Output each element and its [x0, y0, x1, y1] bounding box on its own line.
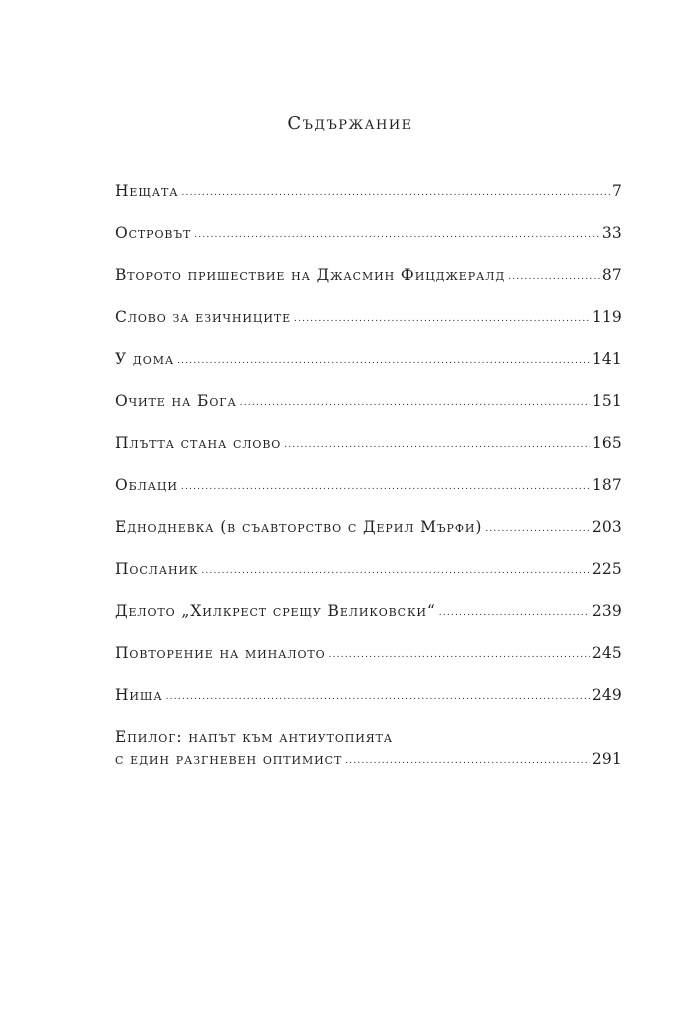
table-of-contents — [115, 182, 622, 774]
toc-entry-epilogue — [115, 728, 622, 774]
dot-leader — [166, 692, 590, 702]
toc-entry-page: 33 — [601, 224, 622, 242]
dot-leader — [329, 650, 590, 660]
toc-entry-page: 141 — [591, 350, 622, 368]
toc-entry — [115, 644, 622, 686]
toc-entry — [115, 266, 622, 308]
toc-entry — [115, 434, 622, 476]
dot-leader — [439, 608, 590, 618]
toc-entry-label-line2: с един разгневен оптимист — [115, 750, 343, 768]
toc-entry-page: 7 — [611, 182, 622, 200]
dot-leader — [345, 756, 590, 766]
dot-leader — [194, 230, 600, 240]
toc-entry-label: Облаци — [115, 476, 178, 494]
toc-entry-label: Слово за езичниците — [115, 308, 292, 326]
toc-entry-label: Очите на Бога — [115, 392, 237, 410]
toc-entry-label: Ниша — [115, 686, 163, 704]
toc-entry-page: 249 — [591, 686, 622, 704]
dot-leader — [485, 524, 590, 534]
toc-entry-page: 245 — [591, 644, 622, 662]
toc-entry-label: Второто пришествие на Джасмин Фицджералд — [115, 266, 506, 284]
toc-entry-page: 119 — [591, 308, 622, 326]
toc-entry — [115, 686, 622, 728]
page-title: Съдържание — [287, 113, 413, 134]
toc-entry-page: 87 — [601, 266, 622, 284]
toc-entry — [115, 182, 622, 224]
toc-entry-page: 239 — [591, 602, 622, 620]
dot-leader — [201, 566, 589, 576]
dot-leader — [240, 398, 590, 408]
toc-entry — [115, 224, 622, 266]
toc-entry-page: 151 — [591, 392, 622, 410]
toc-entry — [115, 308, 622, 350]
toc-entry-page: 203 — [591, 518, 622, 536]
dot-leader — [181, 482, 590, 492]
toc-entry-label: У дома — [115, 350, 175, 368]
toc-entry-page: 165 — [591, 434, 622, 452]
toc-entry — [115, 392, 622, 434]
toc-entry-page: 187 — [591, 476, 622, 494]
toc-entry-label: Повторение на миналото — [115, 644, 326, 662]
toc-entry — [115, 518, 622, 560]
toc-entry-label: Посланик — [115, 560, 199, 578]
dot-leader — [177, 356, 590, 366]
toc-entry — [115, 560, 622, 602]
toc-entry-label-line1: Епилог: напът към антиутопията — [115, 728, 393, 746]
dot-leader — [182, 188, 610, 198]
toc-entry — [115, 602, 622, 644]
dot-leader — [294, 314, 590, 324]
toc-entry-label: Плътта стана слово — [115, 434, 282, 452]
toc-entry-label: Еднодневка (в съавторство с Дерил Мърфи) — [115, 518, 483, 536]
dot-leader — [508, 272, 600, 282]
toc-entry — [115, 476, 622, 518]
toc-entry-label: Островът — [115, 224, 192, 242]
toc-entry-label: Делото „Хилкрест срещу Великовски“ — [115, 602, 436, 620]
toc-entry — [115, 350, 622, 392]
toc-entry-label: Нещата — [115, 182, 179, 200]
dot-leader — [284, 440, 590, 450]
toc-entry-page: 291 — [591, 750, 622, 768]
toc-entry-page: 225 — [591, 560, 622, 578]
toc-entry-line2 — [115, 750, 622, 774]
